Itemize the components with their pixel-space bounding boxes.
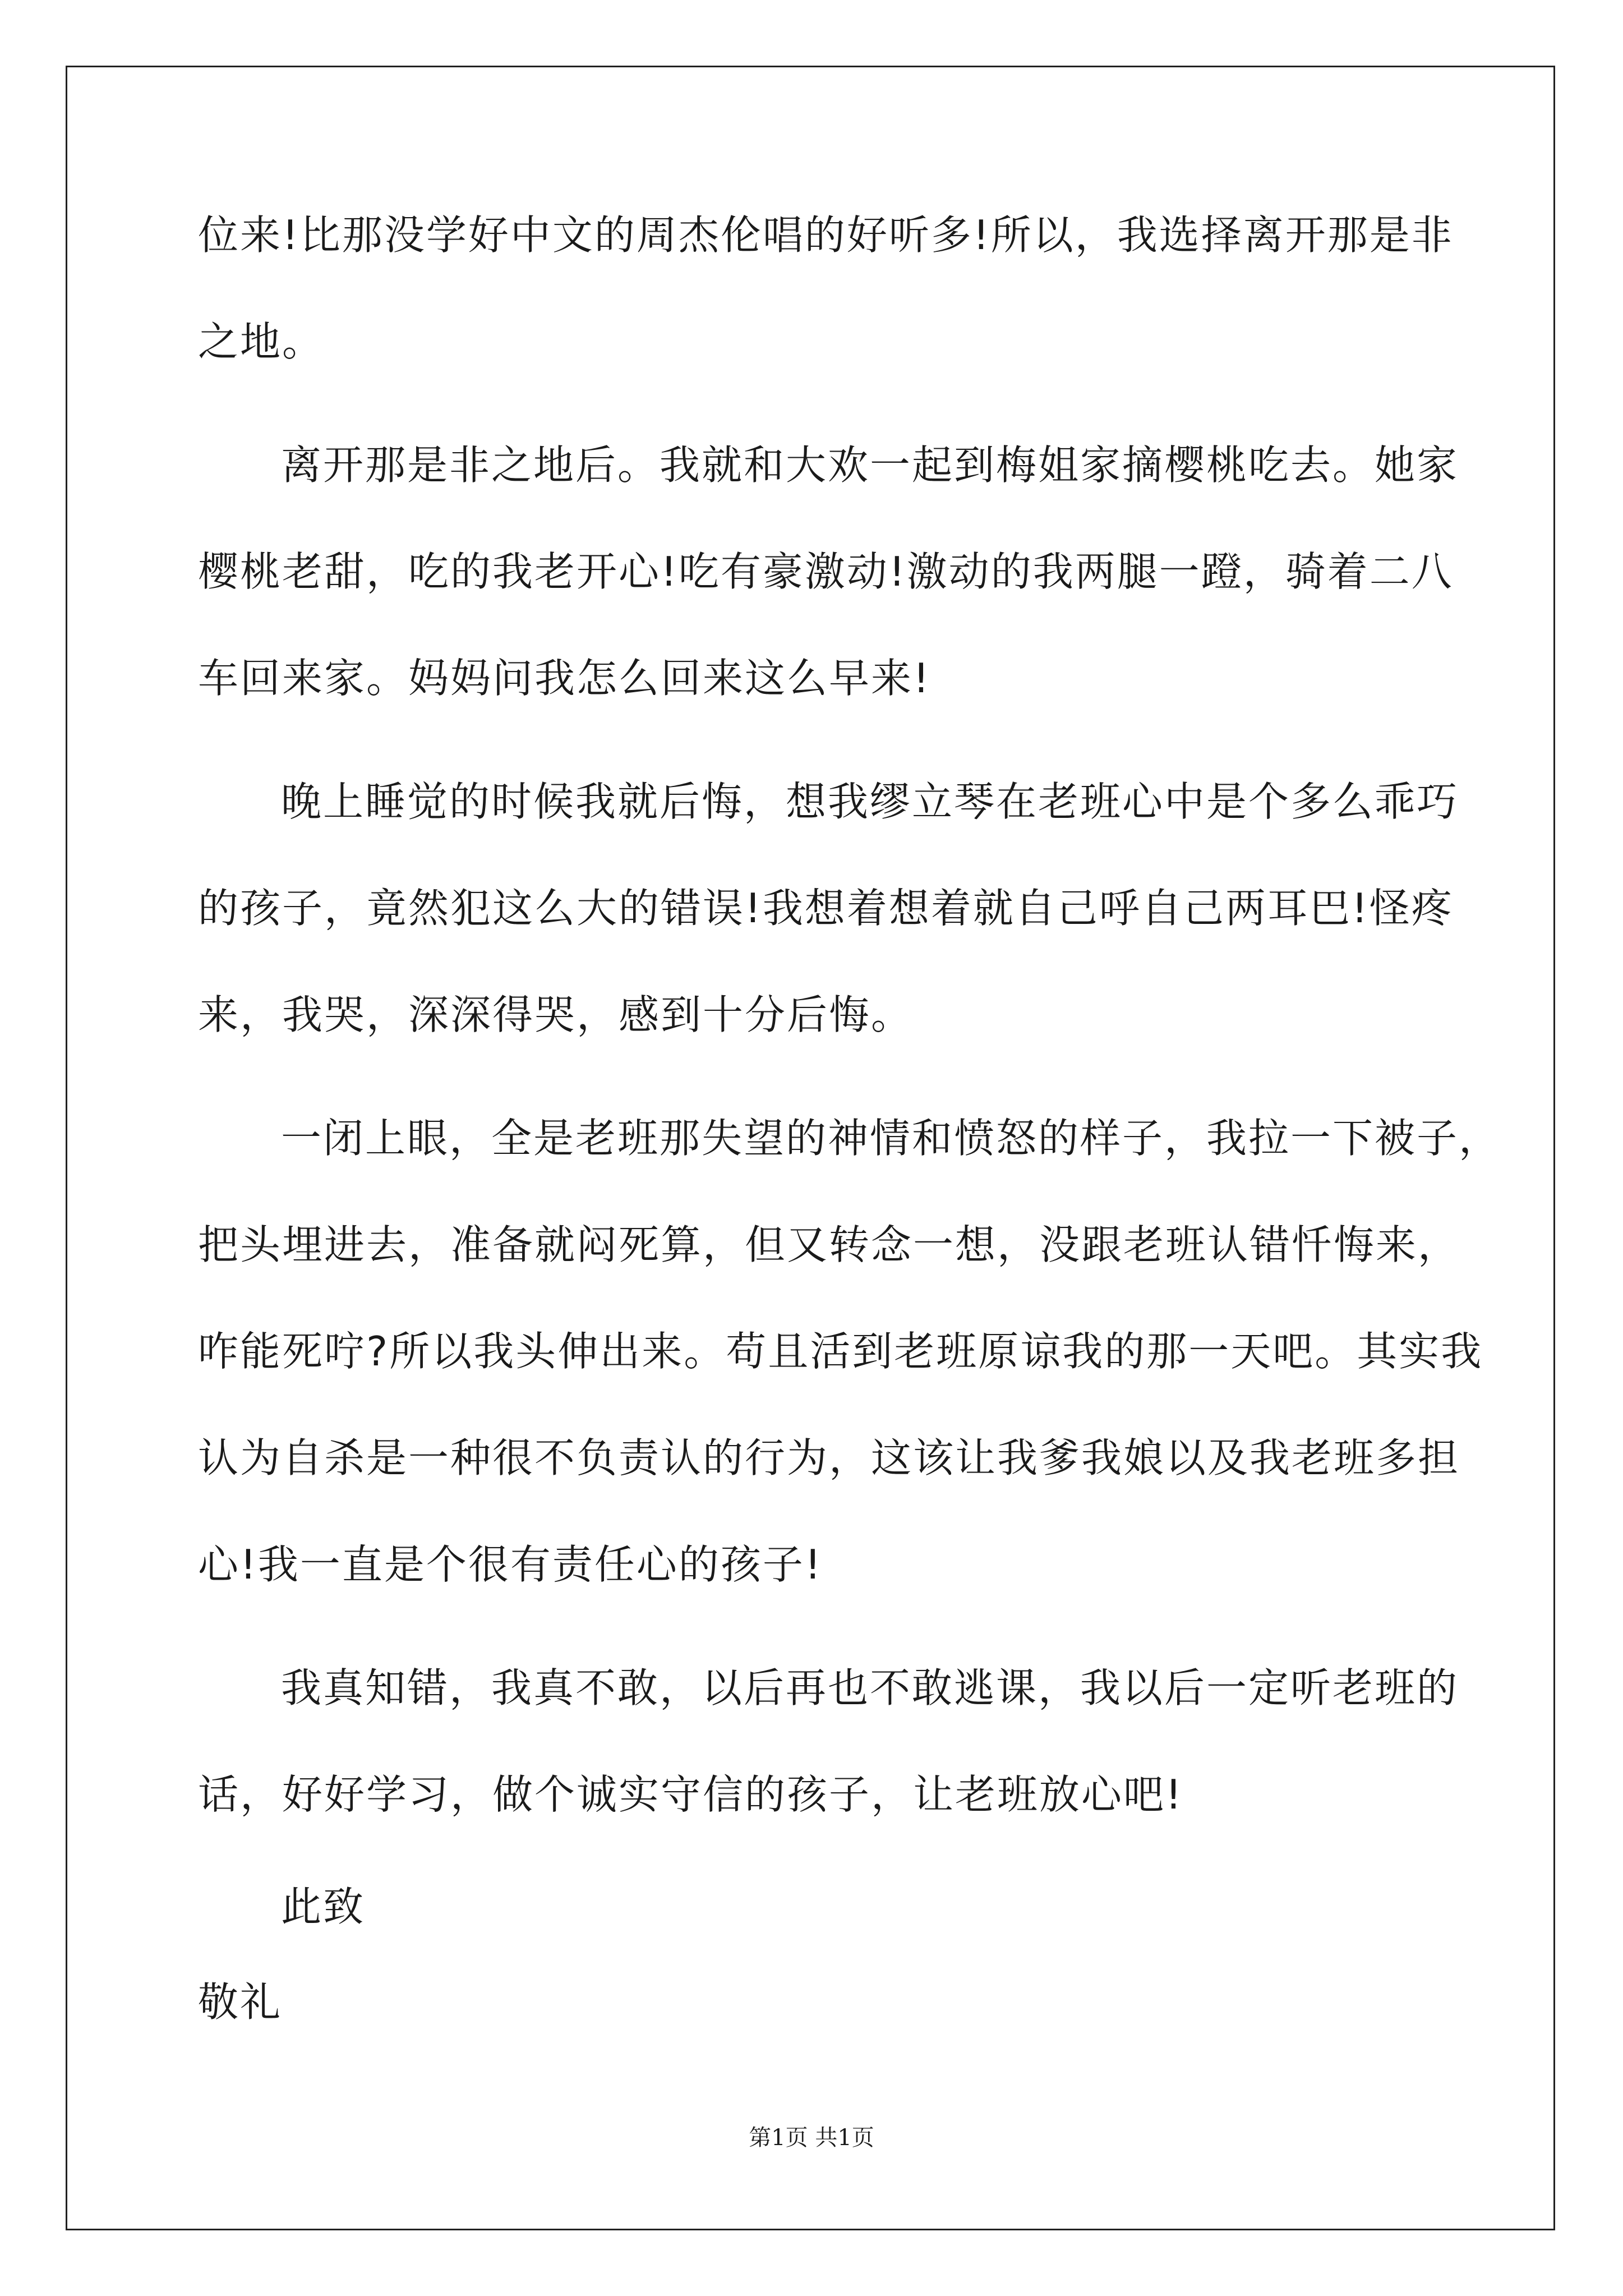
text-line: 的孩子，竟然犯这么大的错误!我想着想着就自己呼自己两耳巴!怪疼: [198, 885, 1454, 932]
text-line: 车回来家。妈妈问我怎么回来这么早来!: [198, 655, 931, 702]
text-line: 我真知错，我真不敢，以后再也不敢逃课，我以后一定听老班的: [281, 1664, 1459, 1711]
page-footer: 第1页 共1页: [749, 2125, 874, 2151]
text-line: 把头埋进去，准备就闷死算，但又转念一想，没跟老班认错忏悔来，: [198, 1221, 1460, 1268]
text-line: 认为自杀是一种很不负责认的行为，这该让我爹我娘以及我老班多担: [198, 1434, 1460, 1481]
text-line: 来，我哭，深深得哭，感到十分后悔。: [198, 991, 914, 1038]
text-line: 一闭上眼，全是老班那失望的神情和愤怒的样子，我拉一下被子，: [281, 1115, 1501, 1162]
text-line: 咋能死咛?所以我头伸出来。苟且活到老班原谅我的那一天吧。其实我: [198, 1328, 1483, 1375]
salutation-regards: 敬礼: [198, 1978, 283, 2026]
text-line: 离开那是非之地后。我就和大欢一起到梅姐家摘樱桃吃去。她家: [281, 441, 1459, 489]
text-line: 位来!比那没学好中文的周杰伦唱的好听多!所以，我选择离开那是非: [198, 211, 1454, 259]
salutation-closing: 此致: [281, 1883, 366, 1930]
text-line: 樱桃老甜，吃的我老开心!吃有豪激动!激动的我两腿一蹬，骑着二八: [198, 548, 1454, 595]
text-line: 晚上睡觉的时候我就后悔，想我缪立琴在老班心中是个多么乖巧: [281, 778, 1459, 825]
text-line: 之地。: [198, 318, 325, 365]
text-line: 心!我一直是个很有责任心的孩子!: [198, 1541, 823, 1588]
text-line: 话，好好学习，做个诚实守信的孩子，让老班放心吧!: [198, 1771, 1183, 1818]
